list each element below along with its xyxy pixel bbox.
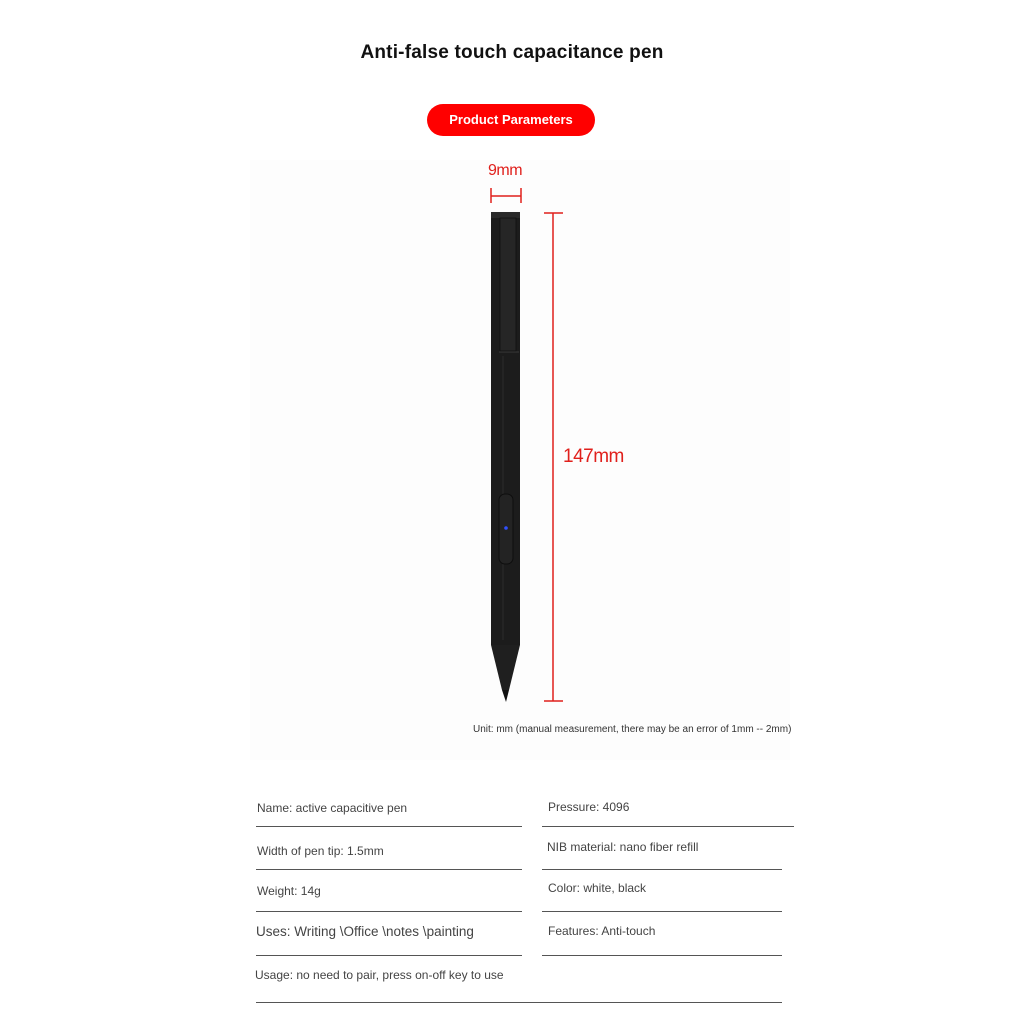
unit-note: Unit: mm (manual measurement, there may be an error of 1mm -- 2mm)	[473, 724, 792, 735]
led-indicator-icon	[504, 526, 508, 530]
spec-color: Color: white, black	[548, 881, 647, 895]
pen-length-label: 147mm	[563, 446, 624, 467]
page-title: Anti-false touch capacitance pen	[360, 42, 664, 63]
divider	[256, 911, 522, 912]
spec-name: Name: active capacitive pen	[257, 801, 408, 815]
product-parameters-badge: Product Parameters	[427, 104, 595, 136]
divider	[542, 869, 782, 870]
divider	[256, 826, 522, 827]
spec-pressure: Pressure: 4096	[548, 800, 630, 814]
spec-weight: Weight: 14g	[257, 884, 321, 898]
spec-uses: Uses: Writing \Office \notes \painting	[256, 924, 474, 939]
pen-body	[491, 212, 520, 702]
divider	[256, 955, 522, 956]
spec-nib-material: NIB material: nano fiber refill	[547, 840, 699, 854]
divider	[256, 1002, 782, 1003]
spec-features: Features: Anti-touch	[548, 924, 656, 938]
spec-tip-width: Width of pen tip: 1.5mm	[257, 844, 384, 858]
divider	[542, 955, 782, 956]
divider	[542, 911, 782, 912]
pen-width-label: 9mm	[488, 162, 523, 179]
divider	[256, 869, 522, 870]
width-dimension-marker	[491, 188, 521, 203]
divider	[542, 826, 794, 827]
length-dimension-marker	[544, 213, 563, 701]
spec-usage: Usage: no need to pair, press on-off key to use	[255, 968, 504, 982]
